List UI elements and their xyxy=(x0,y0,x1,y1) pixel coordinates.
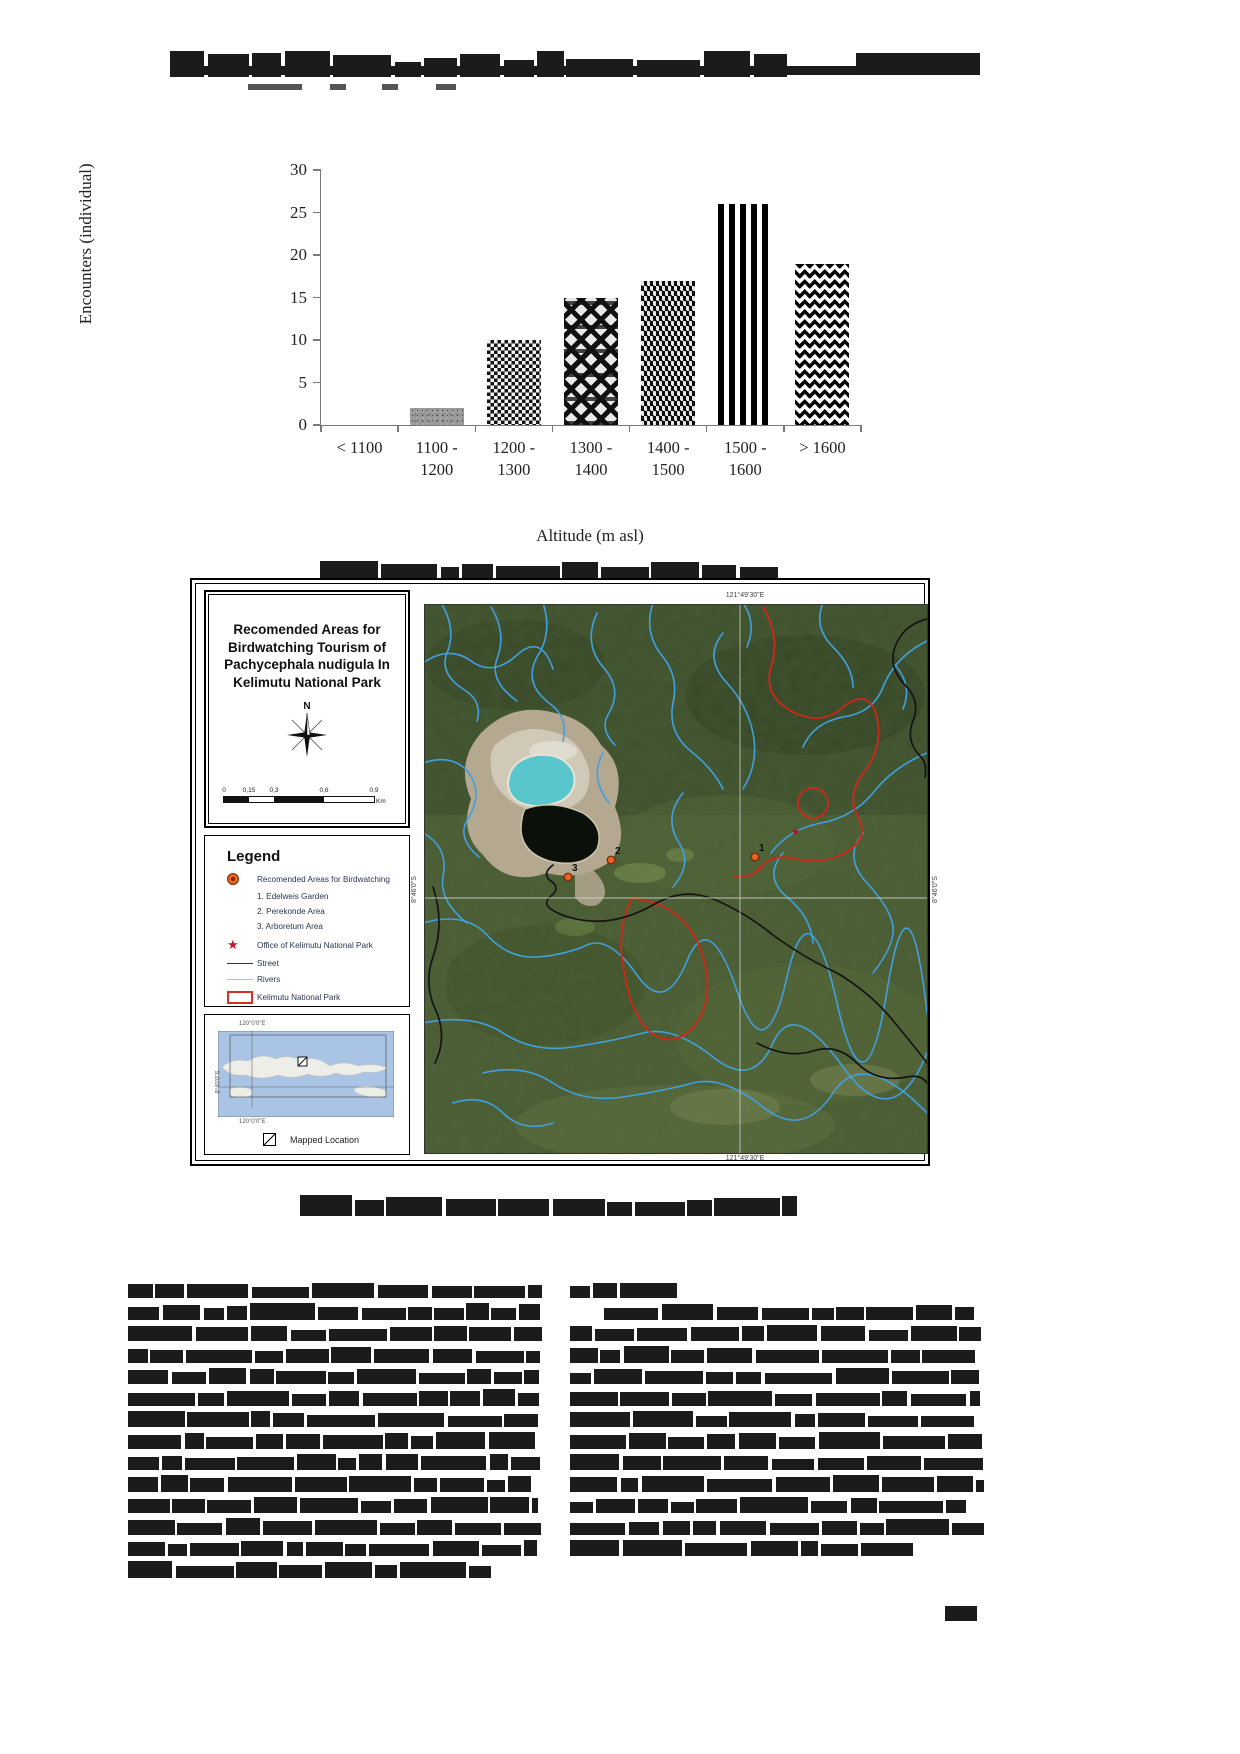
compass-icon xyxy=(284,712,330,758)
compass-rose xyxy=(284,701,330,763)
legend-item-label: 1. Edelweis Garden xyxy=(257,892,329,901)
redacted-subheader xyxy=(330,84,346,90)
x-tick xyxy=(397,425,398,432)
map-title: Recomended Areas for Birdwatching Tourism of Pachycephala nudigula In Kelimutu National Park xyxy=(224,622,390,690)
redacted-text-line xyxy=(570,1367,985,1384)
river-line-icon xyxy=(227,979,253,980)
redacted-text-line xyxy=(570,1410,985,1427)
y-tick-label: 25 xyxy=(290,202,307,222)
redacted-text-line xyxy=(128,1367,545,1384)
redacted-header-right xyxy=(856,53,980,75)
x-tick xyxy=(860,425,861,432)
redacted-text-line xyxy=(570,1539,914,1556)
redacted-text-line xyxy=(128,1496,545,1513)
y-tick xyxy=(313,339,321,340)
x-tick xyxy=(783,425,784,432)
x-category-label: 1500 - 1600 xyxy=(723,438,767,479)
x-category-label: 1300 - 1400 xyxy=(569,438,613,479)
redacted-text-line xyxy=(570,1346,985,1363)
y-tick xyxy=(313,382,321,383)
legend-item-label: Street xyxy=(257,959,279,968)
x-category-label: 1100 - 1200 xyxy=(415,438,458,479)
redacted-text-line xyxy=(128,1432,545,1449)
redacted-text-line xyxy=(570,1475,985,1492)
scale-unit-label: Km xyxy=(376,798,386,805)
y-tick-label: 10 xyxy=(290,330,307,349)
marker-label-3: 3 xyxy=(572,863,578,874)
x-axis-label: Altitude (m asl) xyxy=(536,526,644,545)
redacted-text-line xyxy=(128,1303,545,1320)
x-tick xyxy=(706,425,707,432)
x-category-label: < 1100 xyxy=(336,438,383,457)
redacted-subheader xyxy=(248,84,302,90)
y-tick-label: 20 xyxy=(290,245,307,264)
legend-item-label: Rivers xyxy=(257,975,281,984)
inset-bottom-coordinate: 120°0'0"E xyxy=(239,1119,266,1125)
x-category-label: 1400 - 1500 xyxy=(646,438,690,479)
scale-tick-label: 0,15 xyxy=(242,787,256,794)
scale-bar xyxy=(223,787,395,803)
map-top-coordinate: 121°49'30"E xyxy=(725,592,765,599)
legend-item-label: Kelimutu National Park xyxy=(257,993,341,1002)
bar-3 xyxy=(564,298,618,426)
y-tick xyxy=(313,212,321,213)
x-tick xyxy=(475,425,476,432)
street-line-icon xyxy=(227,963,253,964)
map-bottom-coordinate: 121°49'30"E xyxy=(725,1155,765,1162)
x-tick xyxy=(552,425,553,432)
map-figure xyxy=(190,578,939,1166)
y-tick xyxy=(313,297,321,298)
legend-heading: Legend xyxy=(227,848,281,865)
legend-item-label: 3. Arboretum Area xyxy=(257,922,323,931)
satellite-map-image xyxy=(424,604,928,1154)
y-tick-label: 5 xyxy=(298,372,307,392)
redacted-figure2-caption xyxy=(300,1192,805,1216)
bar-2 xyxy=(487,340,541,425)
inset-map xyxy=(215,1031,394,1117)
scale-bar-segments xyxy=(223,796,386,805)
marker-label-1: 1 xyxy=(759,843,765,854)
redacted-text-line xyxy=(128,1561,495,1578)
chart-plot-area xyxy=(290,160,861,479)
map-left-coordinate: 8°46'0"S xyxy=(410,876,418,903)
scale-tick-label: 0,3 xyxy=(269,787,279,794)
redacted-text-line xyxy=(570,1389,985,1406)
x-category-label: 1200 - 1300 xyxy=(492,438,536,479)
star-icon: ★ xyxy=(227,937,239,952)
main-map xyxy=(410,592,939,1162)
redacted-text-line xyxy=(570,1518,985,1535)
scale-tick-label: 0 xyxy=(222,787,226,794)
legend-item-label: Recomended Areas for Birdwatching xyxy=(257,874,390,884)
x-tick xyxy=(320,425,321,432)
redacted-text-line xyxy=(570,1432,985,1449)
redacted-text-line xyxy=(128,1475,545,1492)
y-tick-label: 0 xyxy=(298,415,307,434)
redacted-text-line xyxy=(128,1539,545,1556)
x-tick xyxy=(629,425,630,432)
bar-5 xyxy=(718,204,772,425)
inset-left-coordinate: 8°40'0"S xyxy=(215,1070,222,1094)
mapped-location-label: Mapped Location xyxy=(290,1134,360,1145)
map-right-coordinate: 8°46'0"S xyxy=(931,876,939,903)
office-star-icon: ★ xyxy=(791,827,800,838)
area-marker-icon xyxy=(227,873,239,885)
redacted-text-line xyxy=(128,1346,545,1363)
redacted-subheader xyxy=(382,84,398,90)
bar-1 xyxy=(410,408,464,425)
y-tick-label: 30 xyxy=(290,160,307,179)
legend-item-label: Office of Kelimutu National Park xyxy=(257,940,373,950)
redacted-text-line xyxy=(128,1518,545,1535)
redacted-body-right-column xyxy=(570,1281,985,1561)
redacted-text-line xyxy=(128,1389,545,1406)
bar-4 xyxy=(641,281,695,426)
redacted-text-line xyxy=(128,1281,545,1298)
y-axis-label: Encounters (individual) xyxy=(76,163,95,325)
legend-item-label: 2. Perekonde Area xyxy=(257,907,325,916)
scale-tick-label: 0,6 xyxy=(319,787,329,794)
redacted-text-line xyxy=(128,1453,545,1470)
redacted-text-line xyxy=(570,1453,985,1470)
map-legend-panel xyxy=(204,835,410,1007)
map-title-panel xyxy=(204,590,410,828)
redacted-text-line xyxy=(128,1410,545,1427)
redacted-text-line xyxy=(570,1281,678,1298)
y-tick-label: 15 xyxy=(290,287,307,307)
scale-tick-label: 0,9 xyxy=(369,787,379,794)
redacted-text-line xyxy=(128,1324,545,1341)
x-category-label: > 1600 xyxy=(799,438,846,457)
compass-north-label: N xyxy=(303,701,311,712)
map-figure-inner xyxy=(195,583,939,1162)
redacted-text-line xyxy=(570,1496,973,1513)
redacted-text-line xyxy=(604,1303,985,1320)
y-tick xyxy=(313,169,321,170)
inset-map-panel xyxy=(204,1014,410,1155)
bar-chart-figure xyxy=(76,158,912,558)
redacted-text-line xyxy=(570,1324,985,1341)
mapped-location-icon xyxy=(263,1133,276,1146)
marker-label-2: 2 xyxy=(615,846,621,857)
redacted-subheader xyxy=(436,84,456,90)
bar-6 xyxy=(795,264,849,426)
redacted-page-number xyxy=(945,1606,977,1621)
park-boundary-icon xyxy=(227,991,253,1004)
y-tick xyxy=(313,254,321,255)
inset-top-coordinate: 120°0'0"E xyxy=(239,1021,266,1027)
redacted-body-left-column xyxy=(128,1281,545,1582)
